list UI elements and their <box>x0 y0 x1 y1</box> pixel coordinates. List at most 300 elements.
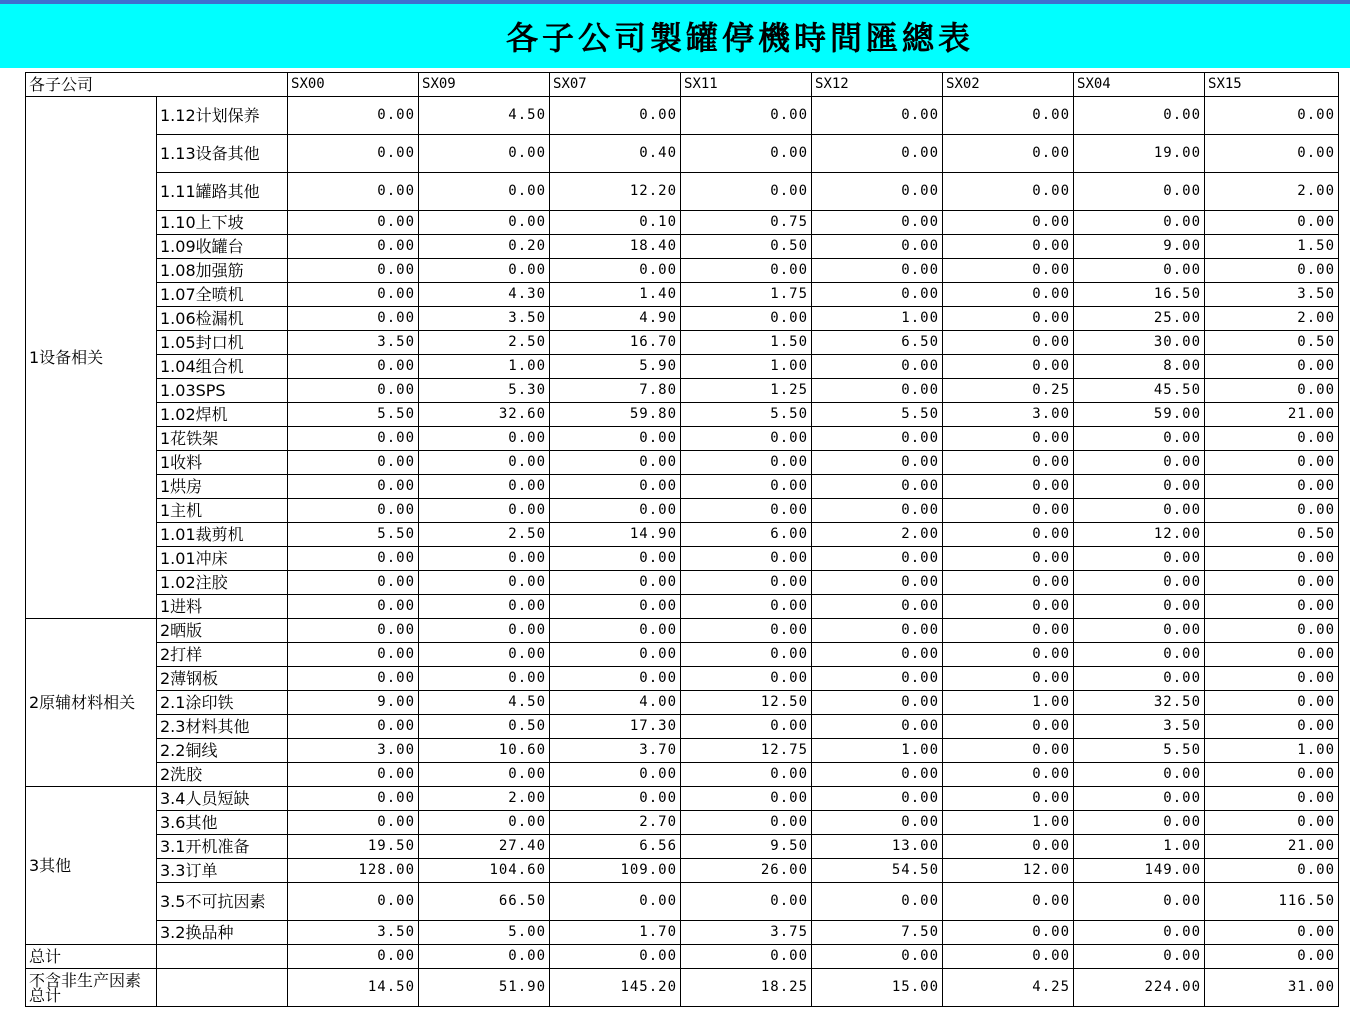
value-cell: 12.00 <box>1074 523 1205 547</box>
value-cell: 0.00 <box>943 451 1074 475</box>
total-value-cell: 0.00 <box>1074 945 1205 969</box>
value-cell: 0.00 <box>419 619 550 643</box>
value-cell: 1.00 <box>1205 739 1339 763</box>
value-cell: 4.00 <box>550 691 681 715</box>
value-cell: 0.00 <box>1074 619 1205 643</box>
table-row <box>26 355 1339 379</box>
value-cell: 0.00 <box>943 643 1074 667</box>
value-cell: 0.00 <box>419 811 550 835</box>
value-cell: 2.00 <box>1205 307 1339 331</box>
total-label: 不含非生产因素总计 <box>26 969 157 1007</box>
row-label: 2.2铜线 <box>157 739 288 763</box>
value-cell: 0.00 <box>1205 921 1339 945</box>
row-label: 2.3材料其他 <box>157 715 288 739</box>
row-label: 1.10上下坡 <box>157 211 288 235</box>
value-cell: 0.00 <box>812 259 943 283</box>
value-cell: 3.50 <box>419 307 550 331</box>
value-cell: 0.00 <box>943 211 1074 235</box>
table-row <box>26 523 1339 547</box>
value-cell: 0.00 <box>943 475 1074 499</box>
table-row <box>26 235 1339 259</box>
row-label: 1收料 <box>157 451 288 475</box>
row-label: 2洗胶 <box>157 763 288 787</box>
value-cell: 0.00 <box>681 475 812 499</box>
value-cell: 0.00 <box>1205 571 1339 595</box>
value-cell: 149.00 <box>1074 859 1205 883</box>
value-cell: 0.00 <box>812 135 943 173</box>
value-cell: 0.00 <box>681 451 812 475</box>
row-label: 3.6其他 <box>157 811 288 835</box>
row-label: 3.2换品种 <box>157 921 288 945</box>
row-label: 2打样 <box>157 643 288 667</box>
value-cell: 0.00 <box>288 883 419 921</box>
value-cell: 0.00 <box>1205 427 1339 451</box>
value-cell: 2.70 <box>550 811 681 835</box>
value-cell: 0.00 <box>943 571 1074 595</box>
header-row <box>26 73 1339 97</box>
total-value-cell: 15.00 <box>812 969 943 1007</box>
table-row <box>26 859 1339 883</box>
value-cell: 0.00 <box>681 643 812 667</box>
value-cell: 0.00 <box>1205 97 1339 135</box>
value-cell: 0.50 <box>681 235 812 259</box>
value-cell: 0.00 <box>812 883 943 921</box>
value-cell: 0.00 <box>943 835 1074 859</box>
value-cell: 1.50 <box>681 331 812 355</box>
total-value-cell: 31.00 <box>1205 969 1339 1007</box>
group-label: 2原辅材料相关 <box>26 619 157 787</box>
value-cell: 0.00 <box>812 619 943 643</box>
value-cell: 59.80 <box>550 403 681 427</box>
value-cell: 0.00 <box>943 523 1074 547</box>
value-cell: 0.00 <box>550 787 681 811</box>
value-cell: 0.00 <box>943 427 1074 451</box>
value-cell: 0.50 <box>1205 523 1339 547</box>
row-label: 2晒版 <box>157 619 288 643</box>
value-cell: 0.00 <box>812 499 943 523</box>
total-row <box>26 969 1339 1007</box>
table-row <box>26 475 1339 499</box>
value-cell: 0.00 <box>550 619 681 643</box>
table-row <box>26 331 1339 355</box>
value-cell: 0.40 <box>550 135 681 173</box>
value-cell: 0.00 <box>681 135 812 173</box>
table-row <box>26 547 1339 571</box>
value-cell: 0.00 <box>1074 475 1205 499</box>
value-cell: 0.00 <box>681 173 812 211</box>
table-row <box>26 173 1339 211</box>
row-label: 2薄钢板 <box>157 667 288 691</box>
value-cell: 1.00 <box>943 691 1074 715</box>
value-cell: 0.00 <box>1205 691 1339 715</box>
total-empty <box>157 969 288 1007</box>
value-cell: 0.00 <box>550 643 681 667</box>
value-cell: 0.00 <box>681 97 812 135</box>
value-cell: 0.00 <box>288 259 419 283</box>
value-cell: 0.00 <box>288 97 419 135</box>
value-cell: 17.30 <box>550 715 681 739</box>
value-cell: 0.00 <box>1205 355 1339 379</box>
value-cell: 0.00 <box>943 667 1074 691</box>
value-cell: 0.00 <box>1205 715 1339 739</box>
row-label: 3.4人员短缺 <box>157 787 288 811</box>
value-cell: 19.50 <box>288 835 419 859</box>
value-cell: 0.00 <box>1074 787 1205 811</box>
value-cell: 0.00 <box>419 475 550 499</box>
value-cell: 0.00 <box>288 173 419 211</box>
value-cell: 3.00 <box>943 403 1074 427</box>
row-label: 3.5不可抗因素 <box>157 883 288 921</box>
value-cell: 0.00 <box>943 619 1074 643</box>
row-label: 1花铁架 <box>157 427 288 451</box>
value-cell: 0.00 <box>288 499 419 523</box>
total-value-cell: 0.00 <box>812 945 943 969</box>
value-cell: 0.00 <box>1205 619 1339 643</box>
table-row <box>26 619 1339 643</box>
value-cell: 0.00 <box>288 667 419 691</box>
value-cell: 5.50 <box>812 403 943 427</box>
value-cell: 1.00 <box>812 307 943 331</box>
value-cell: 0.00 <box>681 787 812 811</box>
value-cell: 0.00 <box>681 619 812 643</box>
value-cell: 0.00 <box>812 571 943 595</box>
value-cell: 0.00 <box>681 763 812 787</box>
value-cell: 0.00 <box>1205 379 1339 403</box>
value-cell: 3.00 <box>288 739 419 763</box>
total-value-cell: 0.00 <box>943 945 1074 969</box>
total-label: 总计 <box>26 945 157 969</box>
row-label: 1.01裁剪机 <box>157 523 288 547</box>
value-cell: 0.00 <box>288 547 419 571</box>
total-value-cell: 145.20 <box>550 969 681 1007</box>
value-cell: 4.90 <box>550 307 681 331</box>
value-cell: 0.00 <box>419 667 550 691</box>
value-cell: 0.00 <box>419 763 550 787</box>
value-cell: 0.00 <box>288 787 419 811</box>
table-row <box>26 379 1339 403</box>
value-cell: 13.00 <box>812 835 943 859</box>
value-cell: 6.50 <box>812 331 943 355</box>
table-row <box>26 763 1339 787</box>
value-cell: 0.00 <box>1074 451 1205 475</box>
value-cell: 0.00 <box>681 811 812 835</box>
value-cell: 0.00 <box>943 715 1074 739</box>
value-cell: 0.00 <box>812 667 943 691</box>
value-cell: 0.00 <box>812 283 943 307</box>
value-cell: 1.50 <box>1205 235 1339 259</box>
group-label: 3其他 <box>26 787 157 945</box>
value-cell: 1.00 <box>419 355 550 379</box>
value-cell: 0.00 <box>419 427 550 451</box>
value-cell: 0.00 <box>288 379 419 403</box>
table-row <box>26 921 1339 945</box>
value-cell: 0.00 <box>1074 97 1205 135</box>
total-value-cell: 0.00 <box>550 945 681 969</box>
value-cell: 32.60 <box>419 403 550 427</box>
value-cell: 0.00 <box>1074 811 1205 835</box>
value-cell: 0.00 <box>1074 921 1205 945</box>
value-cell: 0.00 <box>550 763 681 787</box>
table-row <box>26 787 1339 811</box>
value-cell: 0.00 <box>1205 859 1339 883</box>
value-cell: 0.00 <box>943 883 1074 921</box>
value-cell: 0.00 <box>1205 451 1339 475</box>
value-cell: 2.50 <box>419 523 550 547</box>
value-cell: 0.00 <box>681 307 812 331</box>
value-cell: 0.00 <box>288 475 419 499</box>
row-label: 1.04组合机 <box>157 355 288 379</box>
value-cell: 0.00 <box>288 619 419 643</box>
value-cell: 0.00 <box>550 427 681 451</box>
row-label: 1.02注胶 <box>157 571 288 595</box>
value-cell: 0.00 <box>812 547 943 571</box>
value-cell: 0.00 <box>419 499 550 523</box>
value-cell: 0.00 <box>1205 475 1339 499</box>
value-cell: 0.00 <box>943 547 1074 571</box>
value-cell: 0.00 <box>288 307 419 331</box>
value-cell: 0.00 <box>1205 763 1339 787</box>
value-cell: 2.00 <box>419 787 550 811</box>
value-cell: 1.75 <box>681 283 812 307</box>
value-cell: 0.00 <box>288 451 419 475</box>
value-cell: 0.00 <box>812 595 943 619</box>
value-cell: 0.00 <box>288 427 419 451</box>
value-cell: 0.00 <box>681 667 812 691</box>
value-cell: 0.00 <box>1205 499 1339 523</box>
total-row <box>26 945 1339 969</box>
value-cell: 0.00 <box>943 331 1074 355</box>
value-cell: 54.50 <box>812 859 943 883</box>
value-cell: 0.00 <box>419 547 550 571</box>
downtime-summary-table <box>25 72 1339 1007</box>
value-cell: 0.00 <box>812 355 943 379</box>
value-cell: 0.00 <box>812 763 943 787</box>
row-label: 1.02焊机 <box>157 403 288 427</box>
value-cell: 1.00 <box>943 811 1074 835</box>
column-header: SX12 <box>812 73 943 97</box>
column-header: SX09 <box>419 73 550 97</box>
value-cell: 0.00 <box>288 135 419 173</box>
value-cell: 0.00 <box>1074 211 1205 235</box>
value-cell: 0.00 <box>550 451 681 475</box>
value-cell: 0.00 <box>550 259 681 283</box>
value-cell: 18.40 <box>550 235 681 259</box>
value-cell: 0.00 <box>812 691 943 715</box>
value-cell: 0.00 <box>419 173 550 211</box>
value-cell: 3.70 <box>550 739 681 763</box>
value-cell: 0.00 <box>550 97 681 135</box>
value-cell: 0.00 <box>681 571 812 595</box>
value-cell: 1.40 <box>550 283 681 307</box>
total-value-cell: 0.00 <box>419 945 550 969</box>
row-label: 1.01冲床 <box>157 547 288 571</box>
value-cell: 9.50 <box>681 835 812 859</box>
column-header: SX07 <box>550 73 681 97</box>
value-cell: 0.00 <box>812 643 943 667</box>
group-label: 1设备相关 <box>26 97 157 619</box>
row-label: 3.1开机准备 <box>157 835 288 859</box>
value-cell: 0.00 <box>1205 667 1339 691</box>
value-cell: 0.10 <box>550 211 681 235</box>
value-cell: 0.00 <box>1074 571 1205 595</box>
value-cell: 1.00 <box>1074 835 1205 859</box>
table-row <box>26 135 1339 173</box>
table-row <box>26 307 1339 331</box>
table-row <box>26 499 1339 523</box>
total-value-cell: 51.90 <box>419 969 550 1007</box>
value-cell: 2.00 <box>812 523 943 547</box>
value-cell: 6.56 <box>550 835 681 859</box>
value-cell: 0.00 <box>681 427 812 451</box>
value-cell: 0.00 <box>1074 643 1205 667</box>
value-cell: 0.00 <box>1205 259 1339 283</box>
column-header: SX11 <box>681 73 812 97</box>
row-label: 1.07全喷机 <box>157 283 288 307</box>
table-row <box>26 595 1339 619</box>
value-cell: 0.00 <box>288 571 419 595</box>
value-cell: 5.00 <box>419 921 550 945</box>
page-title: 各子公司製罐停機時間匯總表 <box>505 19 974 57</box>
value-cell: 0.00 <box>812 715 943 739</box>
value-cell: 1.00 <box>812 739 943 763</box>
value-cell: 14.90 <box>550 523 681 547</box>
value-cell: 0.00 <box>943 135 1074 173</box>
value-cell: 0.00 <box>1205 595 1339 619</box>
row-label: 1.13设备其他 <box>157 135 288 173</box>
value-cell: 0.00 <box>1205 211 1339 235</box>
total-value-cell: 18.25 <box>681 969 812 1007</box>
value-cell: 59.00 <box>1074 403 1205 427</box>
table-row <box>26 643 1339 667</box>
table-row <box>26 97 1339 135</box>
value-cell: 0.00 <box>812 235 943 259</box>
value-cell: 0.00 <box>681 595 812 619</box>
value-cell: 0.00 <box>288 763 419 787</box>
value-cell: 0.00 <box>681 547 812 571</box>
row-label: 1进料 <box>157 595 288 619</box>
value-cell: 0.00 <box>681 715 812 739</box>
value-cell: 66.50 <box>419 883 550 921</box>
value-cell: 0.00 <box>1074 883 1205 921</box>
value-cell: 0.00 <box>288 211 419 235</box>
value-cell: 109.00 <box>550 859 681 883</box>
table-row <box>26 811 1339 835</box>
value-cell: 0.00 <box>812 451 943 475</box>
value-cell: 0.00 <box>419 571 550 595</box>
table-row <box>26 667 1339 691</box>
value-cell: 1.70 <box>550 921 681 945</box>
value-cell: 0.00 <box>943 921 1074 945</box>
value-cell: 16.70 <box>550 331 681 355</box>
value-cell: 0.00 <box>943 283 1074 307</box>
table-row <box>26 211 1339 235</box>
value-cell: 16.50 <box>1074 283 1205 307</box>
table-row <box>26 571 1339 595</box>
table-row <box>26 691 1339 715</box>
value-cell: 0.00 <box>288 811 419 835</box>
value-cell: 25.00 <box>1074 307 1205 331</box>
value-cell: 0.00 <box>550 571 681 595</box>
value-cell: 5.50 <box>681 403 812 427</box>
value-cell: 9.00 <box>288 691 419 715</box>
value-cell: 8.00 <box>1074 355 1205 379</box>
value-cell: 12.75 <box>681 739 812 763</box>
value-cell: 0.00 <box>943 355 1074 379</box>
value-cell: 4.50 <box>419 97 550 135</box>
value-cell: 0.50 <box>1205 331 1339 355</box>
column-header: SX02 <box>943 73 1074 97</box>
value-cell: 104.60 <box>419 859 550 883</box>
value-cell: 0.00 <box>288 643 419 667</box>
value-cell: 1.25 <box>681 379 812 403</box>
value-cell: 3.50 <box>1205 283 1339 307</box>
value-cell: 0.00 <box>419 451 550 475</box>
column-header: SX04 <box>1074 73 1205 97</box>
value-cell: 0.25 <box>943 379 1074 403</box>
value-cell: 0.00 <box>1074 173 1205 211</box>
row-label: 1.11罐路其他 <box>157 173 288 211</box>
value-cell: 5.50 <box>288 523 419 547</box>
value-cell: 0.00 <box>550 667 681 691</box>
value-cell: 0.00 <box>1205 811 1339 835</box>
value-cell: 0.00 <box>288 283 419 307</box>
value-cell: 0.00 <box>943 97 1074 135</box>
value-cell: 0.00 <box>1074 499 1205 523</box>
value-cell: 0.00 <box>550 499 681 523</box>
value-cell: 32.50 <box>1074 691 1205 715</box>
value-cell: 0.00 <box>681 883 812 921</box>
total-value-cell: 4.25 <box>943 969 1074 1007</box>
header-label: 各子公司 <box>26 73 288 97</box>
value-cell: 0.00 <box>681 499 812 523</box>
value-cell: 0.00 <box>943 259 1074 283</box>
value-cell: 0.00 <box>1074 667 1205 691</box>
value-cell: 0.00 <box>812 811 943 835</box>
value-cell: 0.00 <box>681 259 812 283</box>
value-cell: 3.50 <box>288 331 419 355</box>
value-cell: 45.50 <box>1074 379 1205 403</box>
value-cell: 5.50 <box>1074 739 1205 763</box>
value-cell: 27.40 <box>419 835 550 859</box>
value-cell: 0.00 <box>943 763 1074 787</box>
value-cell: 0.00 <box>288 715 419 739</box>
column-header: SX00 <box>288 73 419 97</box>
table-row <box>26 427 1339 451</box>
row-label: 1.03SPS <box>157 379 288 403</box>
row-label: 1.09收罐台 <box>157 235 288 259</box>
value-cell: 5.90 <box>550 355 681 379</box>
row-label: 1烘房 <box>157 475 288 499</box>
value-cell: 0.00 <box>288 235 419 259</box>
value-cell: 0.00 <box>1205 135 1339 173</box>
value-cell: 26.00 <box>681 859 812 883</box>
value-cell: 0.00 <box>812 427 943 451</box>
value-cell: 0.00 <box>943 173 1074 211</box>
value-cell: 3.75 <box>681 921 812 945</box>
value-cell: 0.00 <box>812 475 943 499</box>
value-cell: 0.50 <box>419 715 550 739</box>
column-header: SX15 <box>1205 73 1339 97</box>
value-cell: 0.00 <box>419 135 550 173</box>
value-cell: 128.00 <box>288 859 419 883</box>
table-row <box>26 835 1339 859</box>
total-empty <box>157 945 288 969</box>
total-value-cell: 0.00 <box>681 945 812 969</box>
value-cell: 0.00 <box>550 547 681 571</box>
row-label: 2.1涂印铁 <box>157 691 288 715</box>
table-row <box>26 403 1339 427</box>
value-cell: 6.00 <box>681 523 812 547</box>
